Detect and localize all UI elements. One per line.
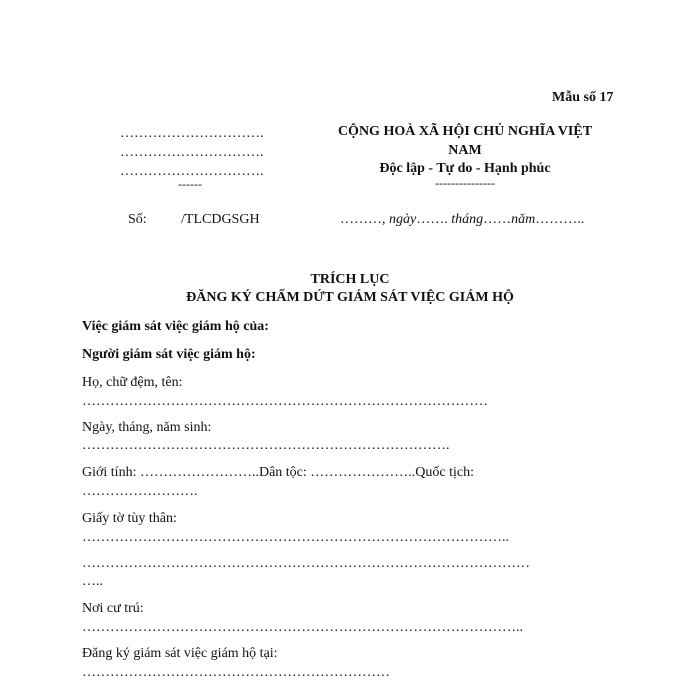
nation-title-line-2: NAM [448, 143, 482, 158]
left-block-line-1: …………………………. [120, 126, 264, 141]
supervision-of-label: Việc giám sát việc giám hộ của: [82, 319, 269, 334]
month-label: tháng [451, 212, 484, 227]
dob-label: Ngày, tháng, năm sinh: [82, 420, 212, 435]
month-dots: …… [483, 212, 512, 227]
form-number: Mẫu số 17 [552, 90, 614, 105]
document-subtitle: ĐĂNG KÝ CHẤM DỨT GIÁM SÁT VIỆC GIÁM HỘ [186, 290, 514, 305]
id-document-label: Giấy tờ tùy thân: [82, 511, 177, 526]
motto: Độc lập - Tự do - Hạnh phúc [379, 161, 551, 176]
number-label: Số: [128, 212, 147, 227]
id-document-dots-3: ….. [82, 574, 103, 589]
date-line [340, 212, 584, 228]
left-block-rule: ------ [178, 177, 202, 191]
full-name-dots: …………………………………………………………………………… [82, 394, 488, 409]
day-dots: ……. [416, 212, 448, 227]
document-code: /TLCDGSGH [181, 212, 260, 227]
dob-dots: ……………………………………………………………………. [82, 438, 450, 453]
registered-at-dots: ………………………………………………………… [82, 665, 390, 680]
day-label: ngày [389, 212, 417, 227]
residence-label: Nơi cư trú: [82, 601, 144, 616]
id-document-dots-2: …………………………………………………………………………………… [82, 556, 530, 571]
residence-dots: ………………………………………………………………………………….. [82, 620, 523, 635]
registered-at-label: Đăng ký giám sát việc giám hộ tại: [82, 646, 278, 661]
motto-rule: --------------- [435, 176, 495, 190]
year-label: năm [511, 212, 536, 227]
nation-title-line-1: CỘNG HOÀ XÃ HỘI CHỦ NGHĨA VIỆT [337, 124, 593, 139]
supervisor-label: Người giám sát việc giám hộ: [82, 347, 256, 362]
nationality-dots: ……………………. [82, 484, 198, 499]
year-dots: ……….. [535, 212, 585, 227]
gender-ethnicity-nationality-line: Giới tính: ……………………..Dân tộc: …………………..Quốc tịch: [82, 465, 474, 480]
id-document-dots-1: ……………………………………………………………………………….. [82, 530, 509, 545]
full-name-label: Họ, chữ đệm, tên: [82, 375, 183, 390]
left-block-line-3: …………………………. [120, 164, 264, 179]
document-title: TRÍCH LỤC [310, 272, 390, 287]
left-block-line-2: …………………………. [120, 145, 264, 160]
date-prefix: ………, [340, 212, 386, 227]
